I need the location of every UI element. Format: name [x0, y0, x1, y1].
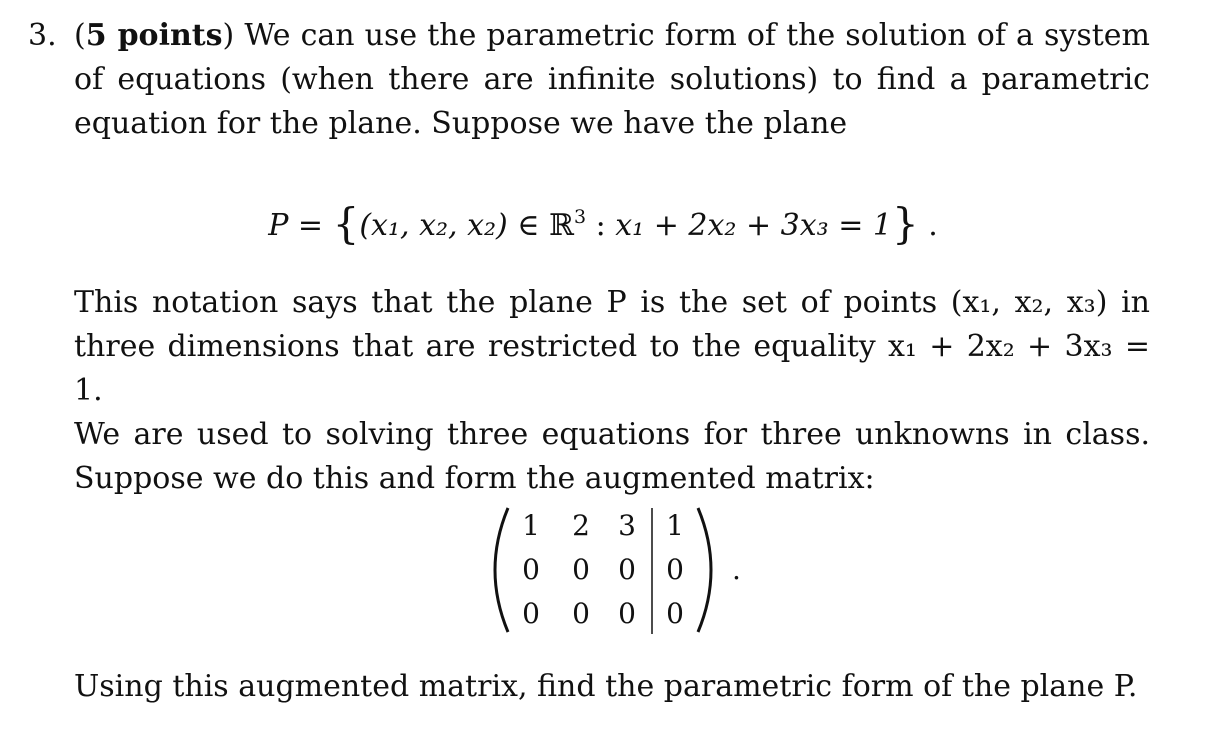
points-open: ( [74, 18, 86, 53]
problem-number: 3. [28, 18, 57, 53]
explanation-line-2: three dimensions that are restricted to the equality x₁ + 2x₂ + 3x₃ = 1. [74, 329, 1150, 408]
matrix-cell: 0 [618, 597, 636, 630]
explanation-paragraph [74, 281, 1150, 501]
matrix-cell: 0 [522, 553, 540, 586]
matrix-cell: 3 [618, 509, 636, 542]
explanation-line-4: Suppose we do this and form the augmented matrix: [74, 461, 875, 496]
matrix-cell: 1 [666, 509, 684, 542]
matrix-right-paren [698, 508, 711, 632]
closing-sentence: Using this augmented matrix, find the parametric form of the plane P. [74, 669, 1138, 704]
points-close: ) [222, 18, 235, 53]
matrix-cell: 0 [572, 597, 590, 630]
intro-line-3: equation for the plane. Suppose we have the plane [74, 106, 848, 141]
matrix-cell: 0 [666, 553, 684, 586]
augmented-matrix [478, 500, 758, 640]
eq-lhs: P [268, 208, 289, 243]
eq-condition: x₁ + 2x₂ + 3x₃ = 1 [615, 208, 892, 243]
intro-line-1 [74, 14, 1150, 58]
matrix-cell: 1 [522, 509, 540, 542]
matrix-cell: 0 [666, 597, 684, 630]
points-label: 5 points [85, 18, 223, 53]
eq-in-space: ∈ ℝ [507, 208, 574, 243]
intro-text-1: We can use the parametric form of the solution of a system [244, 18, 1150, 53]
eq-exponent: 3 [573, 206, 587, 228]
eq-colon: : [586, 208, 616, 243]
matrix-trailing-period: . [732, 553, 741, 586]
eq-equals: = [288, 208, 333, 243]
eq-tuple: (x₁, x₂, x₂) [359, 208, 508, 243]
matrix-cell: 2 [572, 509, 590, 542]
intro-line-2: of equations (when there are infinite solutions) to find a parametric [74, 62, 1150, 97]
matrix-left-paren [495, 508, 508, 632]
eq-close-brace: } [891, 199, 919, 248]
explanation-line-1: This notation says that the plane P is the set of points (x₁, x₂, x₃) in [74, 285, 1150, 320]
matrix-cell: 0 [618, 553, 636, 586]
eq-period: . [918, 208, 938, 243]
explanation-line-3: We are used to solving three equations for three unknowns in class. [74, 417, 1150, 452]
matrix-cell: 0 [572, 553, 590, 586]
plane-definition-equation [0, 198, 1206, 252]
problem-intro [74, 14, 1150, 146]
matrix-cell: 0 [522, 597, 540, 630]
eq-open-brace: { [332, 199, 360, 248]
